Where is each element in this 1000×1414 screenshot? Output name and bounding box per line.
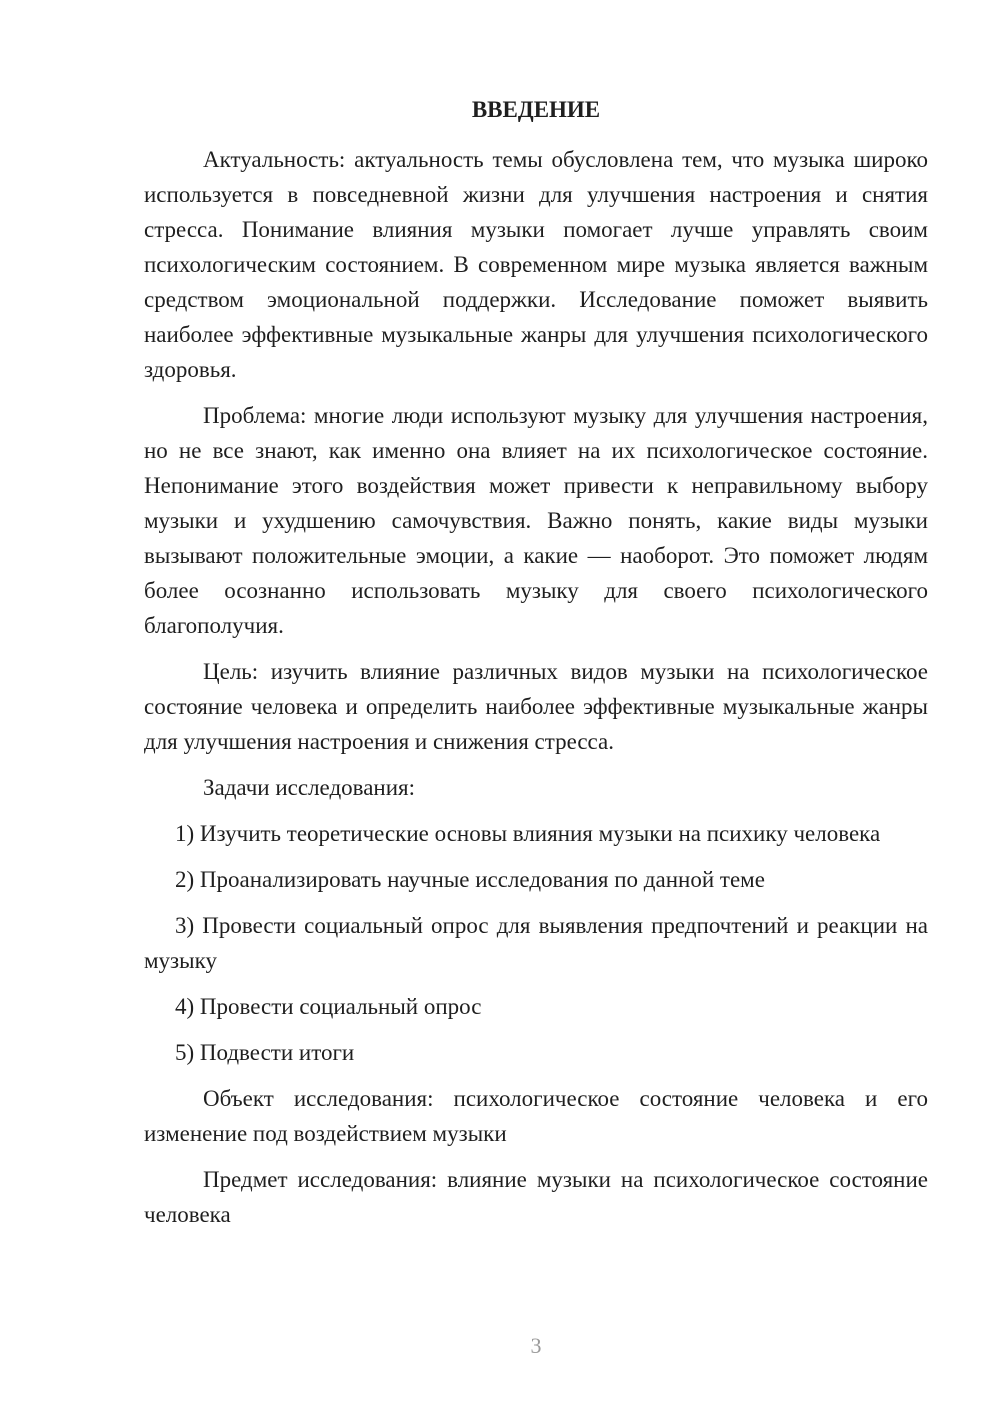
task-item-2: 2) Проанализировать научные исследования по данной теме <box>175 867 765 892</box>
paragraph-problem: Проблема: многие люди используют музыку для улучшения настроения, но не все знают, как именно она влияет на их психологическое состояние. Непонимание этого воздействия может привести к неправильному выбору музыки и ухудшению самочувствия. Важно понять, какие виды музыки вызывают положительные эмоции, а какие — наоборот. Это поможет людям более осознанно использовать музыку для своего психологического благополучия. <box>144 403 928 638</box>
tasks-heading: Задачи исследования: <box>203 775 416 800</box>
task-item-3: 3) Провести социальный опрос для выявления предпочтений и реакции на музыку <box>144 913 928 973</box>
task-item-1: 1) Изучить теоретические основы влияния музыки на психику человека <box>175 821 881 846</box>
paragraph-subject: Предмет исследования: влияние музыки на психологическое состояние человека <box>144 1167 928 1227</box>
paragraph-relevance: Актуальность: актуальность темы обусловлена тем, что музыка широко используется в повседневной жизни для улучшения настроения и снятия стресса. Понимание влияния музыки помогает лучше управлять своим психологическим состоянием. В современном мире музыка является важным средством эмоциональной поддержки. Исследование поможет выявить наиболее эффективные музыкальные жанры для улучшения психологического здоровья. <box>144 147 928 382</box>
task-item-4: 4) Провести социальный опрос <box>175 994 482 1019</box>
page-number: 3 <box>530 1333 542 1358</box>
paragraph-object: Объект исследования: психологическое состояние человека и его изменение под воздействием музыки <box>144 1086 928 1146</box>
document-page <box>144 92 928 1243</box>
section-title: ВВЕДЕНИЕ <box>471 97 601 122</box>
paragraph-goal: Цель: изучить влияние различных видов музыки на психологическое состояние человека и определить наиболее эффективные музыкальные жанры для улучшения настроения и снижения стресса. <box>144 659 928 754</box>
task-item-5: 5) Подвести итоги <box>175 1040 355 1065</box>
